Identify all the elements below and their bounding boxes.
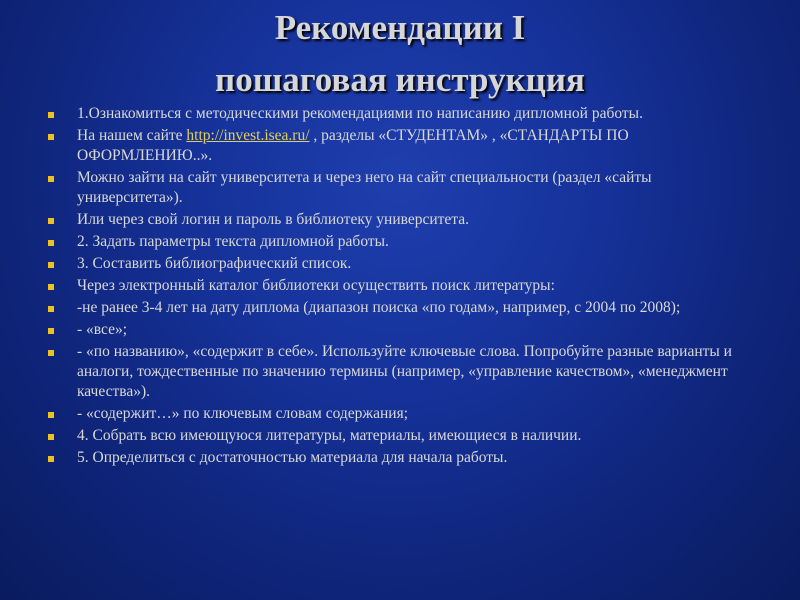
list-item-text: 1.Ознакомиться с методическими рекомендациями по написанию дипломной работы. — [77, 105, 643, 122]
bullet-square-icon — [48, 412, 54, 418]
bullet-square-icon — [48, 218, 54, 224]
list-item — [48, 254, 748, 274]
site-link[interactable]: http://invest.isea.ru/ — [186, 127, 310, 144]
list-item-text: 3. Составить библиографический список. — [77, 255, 352, 272]
list-item — [48, 232, 748, 252]
slide-title — [0, 2, 800, 106]
bullet-square-icon — [48, 434, 54, 440]
list-item — [48, 342, 748, 402]
list-item-text: Или через свой логин и пароль в библиотеку университета. — [77, 211, 470, 228]
list-item — [48, 404, 748, 424]
bullet-square-icon — [48, 328, 54, 334]
list-item — [48, 298, 748, 318]
list-item — [48, 210, 748, 230]
list-item — [48, 320, 748, 340]
bullet-square-icon — [48, 176, 54, 182]
list-item-text: Можно зайти на сайт университета и через него на сайт специальности (раздел «сайты университета»). — [77, 169, 652, 206]
list-item-text: Через электронный каталог библиотеки осуществить поиск литературы: — [77, 277, 555, 294]
title-line-1: Рекомендации I — [274, 8, 526, 47]
list-item-text: 5. Определиться с достаточностью материала для начала работы. — [77, 449, 508, 466]
list-item-text: - «все»; — [77, 321, 128, 338]
list-item — [48, 448, 748, 468]
list-item-text: 2. Задать параметры текста дипломной работы. — [77, 233, 389, 250]
list-item — [48, 168, 748, 208]
bullet-square-icon — [48, 262, 54, 268]
list-item-text: - «содержит…» по ключевым словам содержания; — [77, 405, 409, 422]
list-item — [48, 276, 748, 296]
list-item — [48, 426, 748, 446]
list-item — [48, 104, 748, 124]
list-item-text: -не ранее 3-4 лет на дату диплома (диапазон поиска «по годам», например, с 2004 по 2008); — [77, 299, 681, 316]
title-line-2: пошаговая инструкция — [215, 60, 585, 99]
list-item-text: 4. Собрать всю имеющуюся литературы, материалы, имеющиеся в наличии. — [77, 427, 582, 444]
bullet-square-icon — [48, 306, 54, 312]
list-item-text: - «по названию», «содержит в себе». Используйте ключевые слова. Попробуйте разные варианты и аналоги, тождественные по значению термины (например, «управление качеством», «менеджмент качества»). — [77, 343, 732, 400]
bullet-square-icon — [48, 350, 54, 356]
bullet-square-icon — [48, 134, 54, 140]
list-item-text-before-link: На нашем сайте — [77, 127, 187, 144]
bullet-list — [48, 104, 748, 470]
list-item — [48, 126, 748, 166]
bullet-square-icon — [48, 284, 54, 290]
list-item-text-after-link: , разделы «СТУДЕНТАМ» , «СТАНДАРТЫ ПО ОФОРМЛЕНИЮ..». — [77, 127, 629, 164]
bullet-square-icon — [48, 240, 54, 246]
bullet-square-icon — [48, 456, 54, 462]
bullet-square-icon — [48, 112, 54, 118]
